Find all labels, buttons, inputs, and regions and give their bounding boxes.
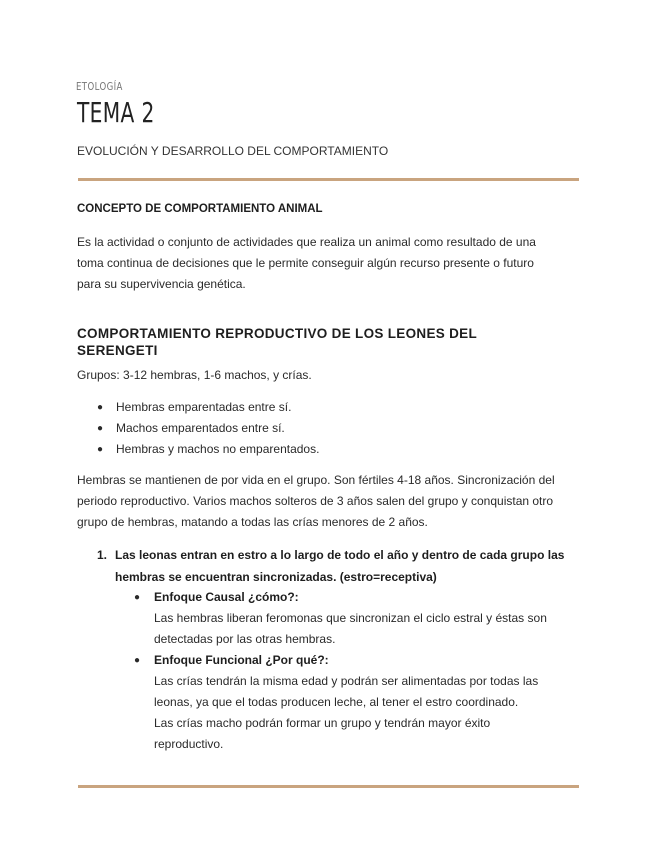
list-item-text: Machos emparentados entre sí.: [116, 421, 285, 435]
sub-item-line: detectadas por las otras hembras.: [154, 632, 336, 646]
bullet-icon: ●: [134, 655, 141, 666]
section-heading-lions: [77, 325, 582, 359]
page-subtitle: EVOLUCIÓN Y DESARROLLO DEL COMPORTAMIENTO: [77, 144, 389, 158]
paragraph-line: Hembras se mantienen de por vida en el grupo. Son fértiles 4-18 años. Sincronización del: [77, 473, 555, 487]
bullet-icon: ●: [134, 592, 141, 603]
list-item: [77, 439, 582, 460]
bullet-icon: ●: [97, 402, 104, 413]
section-heading-concept: CONCEPTO DE COMPORTAMIENTO ANIMAL: [77, 203, 323, 215]
sub-item-title: Enfoque Funcional ¿Por qué?:: [154, 653, 329, 667]
numbered-item: [97, 544, 587, 588]
lions-paragraph: [77, 470, 582, 533]
page-title: TEMA 2: [77, 96, 155, 129]
paragraph-line: para su supervivencia genética.: [77, 277, 246, 291]
numbered-item-line: Las leonas entran en estro a lo largo de todo el año y dentro de cada grupo las: [115, 548, 565, 562]
paragraph-line: Es la actividad o conjunto de actividades que realiza un animal como resultado de una: [77, 235, 536, 249]
sub-item-causal: [134, 587, 574, 650]
groups-text: Grupos: 3-12 hembras, 1-6 machos, y crías.: [77, 368, 312, 382]
paragraph-line: grupo de hembras, matando a todas las crías menores de 2 años.: [77, 515, 428, 529]
list-item-text: Hembras y machos no emparentados.: [116, 442, 320, 456]
sub-item-line: reproductivo.: [154, 737, 224, 751]
sub-item-line: Las crías macho podrán formar un grupo y tendrán mayor éxito: [154, 716, 491, 730]
list-item: [77, 418, 582, 439]
numbered-item-line: hembras se encuentran sincronizadas. (estro=receptiva): [115, 570, 437, 584]
paragraph-line: periodo reproductivo. Varios machos solteros de 3 años salen del grupo y conquistan otro: [77, 494, 554, 508]
top-divider: [78, 178, 579, 181]
sub-item-line: Las crías tendrán la misma edad y podrán ser alimentadas por todas las: [154, 674, 539, 688]
bullet-icon: ●: [97, 444, 104, 455]
heading-line: COMPORTAMIENTO REPRODUCTIVO DE LOS LEONES DEL: [77, 326, 478, 341]
sub-item-line: Las hembras liberan feromonas que sincronizan el ciclo estral y éstas son: [154, 611, 547, 625]
subject-label: ETOLOGÍA: [76, 80, 123, 93]
heading-line: SERENGETI: [77, 343, 158, 358]
item-number: 1.: [97, 548, 108, 562]
list-item-text: Hembras emparentadas entre sí.: [116, 400, 292, 414]
bottom-divider: [78, 785, 579, 788]
bullet-icon: ●: [97, 423, 104, 434]
concept-paragraph: [77, 232, 582, 295]
sub-item-title: Enfoque Causal ¿cómo?:: [154, 590, 299, 604]
list-item: [77, 397, 582, 418]
paragraph-line: toma continua de decisiones que le permite conseguir algún recurso presente o futuro: [77, 256, 534, 270]
sub-item-functional: [134, 650, 574, 755]
group-bullet-list: [77, 397, 582, 460]
sub-item-line: leonas, ya que el todas producen leche, al tener el estro coordinado.: [154, 695, 519, 709]
